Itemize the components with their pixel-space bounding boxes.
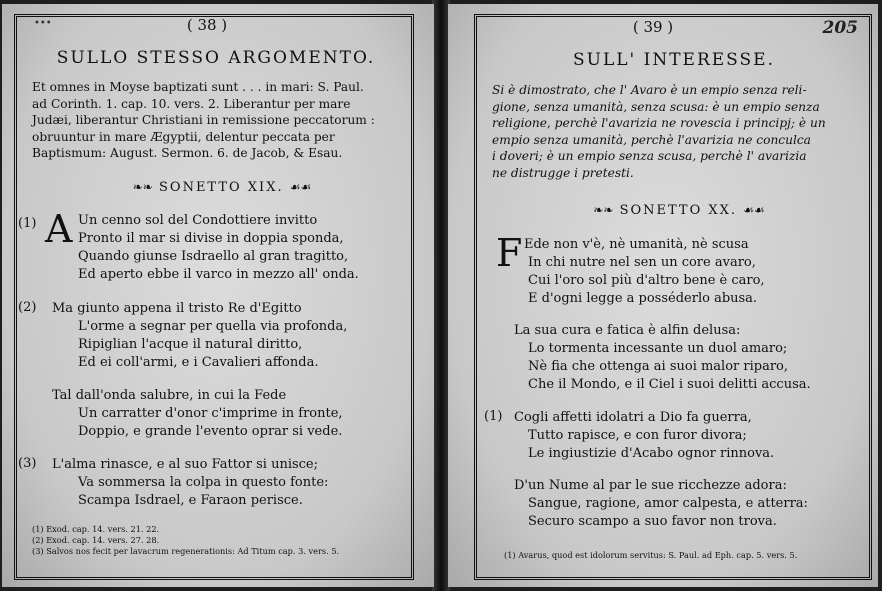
epigraph-line: empio senza umanità, perchè l'avarizia ne conculca [492, 132, 811, 147]
left-page [2, 4, 434, 587]
ornament-left-icon: ❧❧ [132, 180, 153, 194]
verse-line: Doppio, e grande l'evento oprar si vede. [78, 424, 343, 439]
sonnet-title: SONETTO XIX. [159, 180, 284, 195]
ornament-right-icon: ☙☙ [289, 180, 312, 194]
verse-line: Tal dall'onda salubre, in cui la Fede [52, 388, 287, 403]
verse-line: E d'ogni legge a posséderlo abusa. [528, 291, 758, 306]
corner-mark: ••• [34, 18, 52, 29]
verse-line: Securo scampo a suo favor non trova. [528, 514, 777, 529]
verse-line: Ma giunto appena il tristo Re d'Egitto [52, 301, 302, 316]
footnote-marker: (1) [484, 409, 503, 424]
sonnet-heading [82, 180, 362, 195]
verse-line: Ede non v'è, nè umanità, nè scusa [524, 237, 749, 252]
verse-line: D'un Nume al par le sue ricchezze adora: [514, 478, 787, 493]
epigraph-line: ne distrugge i pretesti. [492, 165, 634, 180]
footnote: (1) Exod. cap. 14. vers. 21. 22. [32, 524, 160, 534]
verse-line: Quando giunse Isdraello al gran tragitto, [78, 249, 349, 264]
right-page [448, 4, 878, 587]
verse-line: Pronto il mar si divise in doppia sponda, [78, 231, 344, 246]
verse-line: Un carratter d'onor c'imprime in fronte, [78, 406, 343, 421]
epigraph-line: religione, perchè l'avarizia ne rovescia i principj; è un [492, 116, 826, 131]
epigraph [32, 79, 402, 162]
page-number: ( 39 ) [632, 18, 674, 36]
verse-line: Tutto rapisce, e con furor divora; [528, 428, 747, 443]
verse-line: Ed ei coll'armi, e i Cavalieri affonda. [78, 355, 319, 370]
epigraph-line: ad Corinth. 1. cap. 10. vers. 2. Liberantur per mare [32, 96, 351, 111]
verse-line: Scampa Isdrael, e Faraon perisce. [78, 493, 303, 508]
library-stamp: 205 [822, 18, 858, 38]
verse-line: In chi nutre nel sen un core avaro, [528, 255, 756, 270]
ornament-right-icon: ☙☙ [743, 203, 765, 217]
epigraph-line: Si è dimostrato, che l' Avaro è un empio senza reli- [492, 83, 807, 97]
verse-line: Lo tormenta incessante un duol amaro; [528, 341, 788, 356]
footnote-marker: (1) [18, 216, 37, 231]
verse-line: Nè fia che ottenga ai suoi malor riparo, [528, 359, 789, 374]
footnote-marker: (2) [18, 300, 37, 315]
verse-line: Sangue, ragione, amor calpesta, e atterra: [528, 496, 808, 511]
verse-line: Cui l'oro sol più d'altro bene è caro, [528, 273, 765, 288]
verse-line: Va sommersa la colpa in questo fonte: [78, 475, 329, 490]
footnote: (1) Avarus, quod est idolorum servitus: S. Paul. ad Eph. cap. 5. vers. 5. [504, 550, 798, 560]
ornament-left-icon: ❧❧ [593, 203, 614, 217]
verse-line: Che il Mondo, e il Ciel i suoi delitti accusa. [528, 377, 811, 392]
verse-line: Cogli affetti idolatri a Dio fa guerra, [514, 410, 752, 425]
footnote: (2) Exod. cap. 14. vers. 27. 28. [32, 535, 160, 545]
drop-cap: F [496, 231, 523, 275]
verse-line: Ripiglian l'acque il natural diritto, [78, 337, 303, 352]
epigraph [492, 82, 860, 182]
page-title: SULL' INTERESSE. [573, 50, 775, 70]
epigraph-line: Et omnes in Moyse baptizati sunt . . . in mari: S. Paul. [32, 80, 364, 94]
verse-line: Le ingiustizie d'Acabo ognor rinnova. [528, 446, 775, 461]
epigraph-line: Baptismum: August. Sermon. 6. de Jacob, & Esau. [32, 146, 343, 161]
verse-line: La sua cura e fatica è alfin delusa: [514, 323, 741, 338]
page-number: ( 38 ) [186, 16, 228, 34]
sonnet-heading [544, 203, 814, 218]
epigraph-line: i doveri; è un empio senza scusa, perchè l' avarizia [492, 149, 807, 164]
footnote: (3) Salvos nos fecit per lavacrum regenerationis: Ad Titum cap. 3. vers. 5. [32, 546, 340, 556]
verse-line: L'orme a segnar per quella via profonda, [78, 319, 348, 334]
verse-line: Ed aperto ebbe il varco in mezzo all' onda. [78, 267, 359, 282]
verse-line: Un cenno sol del Condottiere invitto [78, 213, 318, 228]
epigraph-line: obruuntur in mare Ægyptii, delentur peccata per [32, 129, 335, 144]
epigraph-line: gione, senza umanità, senza scusa: è un empio senza [492, 99, 820, 114]
drop-cap: A [45, 207, 73, 251]
verse-line: L'alma rinasce, e al suo Fattor si unisce; [52, 457, 318, 472]
page-title: SULLO STESSO ARGOMENTO. [56, 48, 376, 68]
epigraph-line: Judæi, liberantur Christiani in remissione peccatorum : [32, 113, 375, 128]
footnote-marker: (3) [18, 456, 37, 471]
sonnet-title: SONETTO XX. [619, 203, 738, 218]
